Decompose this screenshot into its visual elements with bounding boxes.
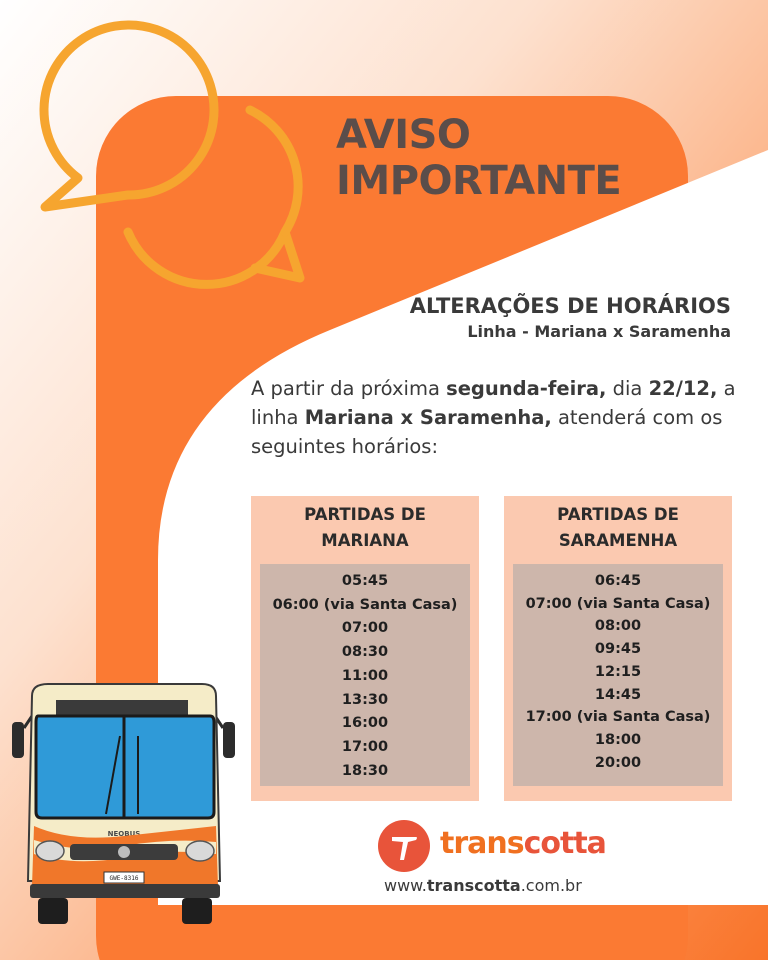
time-item: 08:30	[341, 644, 389, 661]
time-item: 09:45	[594, 641, 642, 658]
schedule-card-saramenha	[504, 496, 732, 801]
schedule-heading-line: MARIANA	[321, 531, 409, 550]
time-item: 13:30	[341, 691, 389, 708]
bus-wheel	[182, 898, 212, 924]
intro-text	[251, 374, 741, 461]
schedule-card-mariana	[251, 496, 479, 801]
bus-illustration	[10, 676, 240, 926]
schedule-subtitle: ALTERAÇÕES DE HORÁRIOS	[409, 294, 731, 318]
schedule-heading-line: PARTIDAS DE	[304, 505, 426, 524]
intro-text-part: atenderá com os seguintes horários:	[251, 406, 723, 458]
brand-name	[440, 826, 606, 861]
brand-name-part: cotta	[523, 826, 606, 861]
time-item: 18:30	[341, 762, 389, 779]
transcotta-logo	[378, 820, 608, 872]
time-item: 06:00 (via Santa Casa)	[272, 596, 458, 613]
svg-text:GWE-8316: GWE-8316	[109, 875, 139, 882]
bus-brand-plate: NEOBUS	[107, 830, 141, 838]
intro-text-part: a linha	[251, 377, 736, 429]
times-list	[260, 564, 470, 786]
website-link[interactable]	[384, 876, 582, 895]
bus-mirror	[12, 722, 24, 758]
time-item: 20:00	[594, 754, 642, 771]
time-item: 17:00 (via Santa Casa)	[525, 709, 711, 726]
logo-t-icon	[378, 820, 430, 872]
bus-wheel	[38, 898, 68, 924]
schedule-header	[410, 292, 731, 344]
time-item: 18:00	[594, 731, 642, 748]
brand-name-part: trans	[440, 826, 524, 861]
time-item: 12:15	[594, 663, 642, 680]
time-item: 06:45	[594, 573, 642, 589]
time-item: 17:00	[341, 738, 389, 755]
notice-title	[336, 112, 621, 204]
schedule-heading-line: SARAMENHA	[558, 531, 678, 550]
intro-text-part: A partir da próxima	[251, 377, 447, 400]
bus-mirror	[223, 722, 235, 758]
time-item: 11:00	[341, 667, 389, 684]
intro-text-bold: segunda-feira,	[446, 377, 607, 400]
time-item: 05:45	[341, 573, 389, 589]
website-part: .com.br	[520, 876, 582, 895]
schedule-heading	[251, 496, 479, 562]
bus-bumper	[30, 884, 220, 898]
notice-title-line2: IMPORTANTE	[336, 158, 622, 204]
schedule-heading	[504, 496, 732, 562]
intro-text-bold: 22/12,	[648, 377, 718, 400]
website-part: transcotta	[426, 876, 521, 895]
bus-headlight	[36, 841, 64, 861]
time-item: 08:00	[594, 618, 642, 635]
time-item: 14:45	[594, 686, 642, 703]
time-item: 16:00	[341, 715, 389, 732]
notice-title-line1: AVISO	[336, 112, 471, 158]
bus-headlight	[186, 841, 214, 861]
website-part: www.	[384, 876, 427, 895]
intro-text-part: dia	[606, 377, 649, 400]
intro-text-bold: Mariana x Saramenha,	[304, 406, 552, 429]
time-item: 07:00 (via Santa Casa)	[525, 595, 711, 612]
schedule-heading-line: PARTIDAS DE	[557, 505, 679, 524]
line-name: Linha - Mariana x Saramenha	[467, 322, 731, 341]
time-item: 07:00	[341, 620, 389, 637]
times-list	[513, 564, 723, 786]
